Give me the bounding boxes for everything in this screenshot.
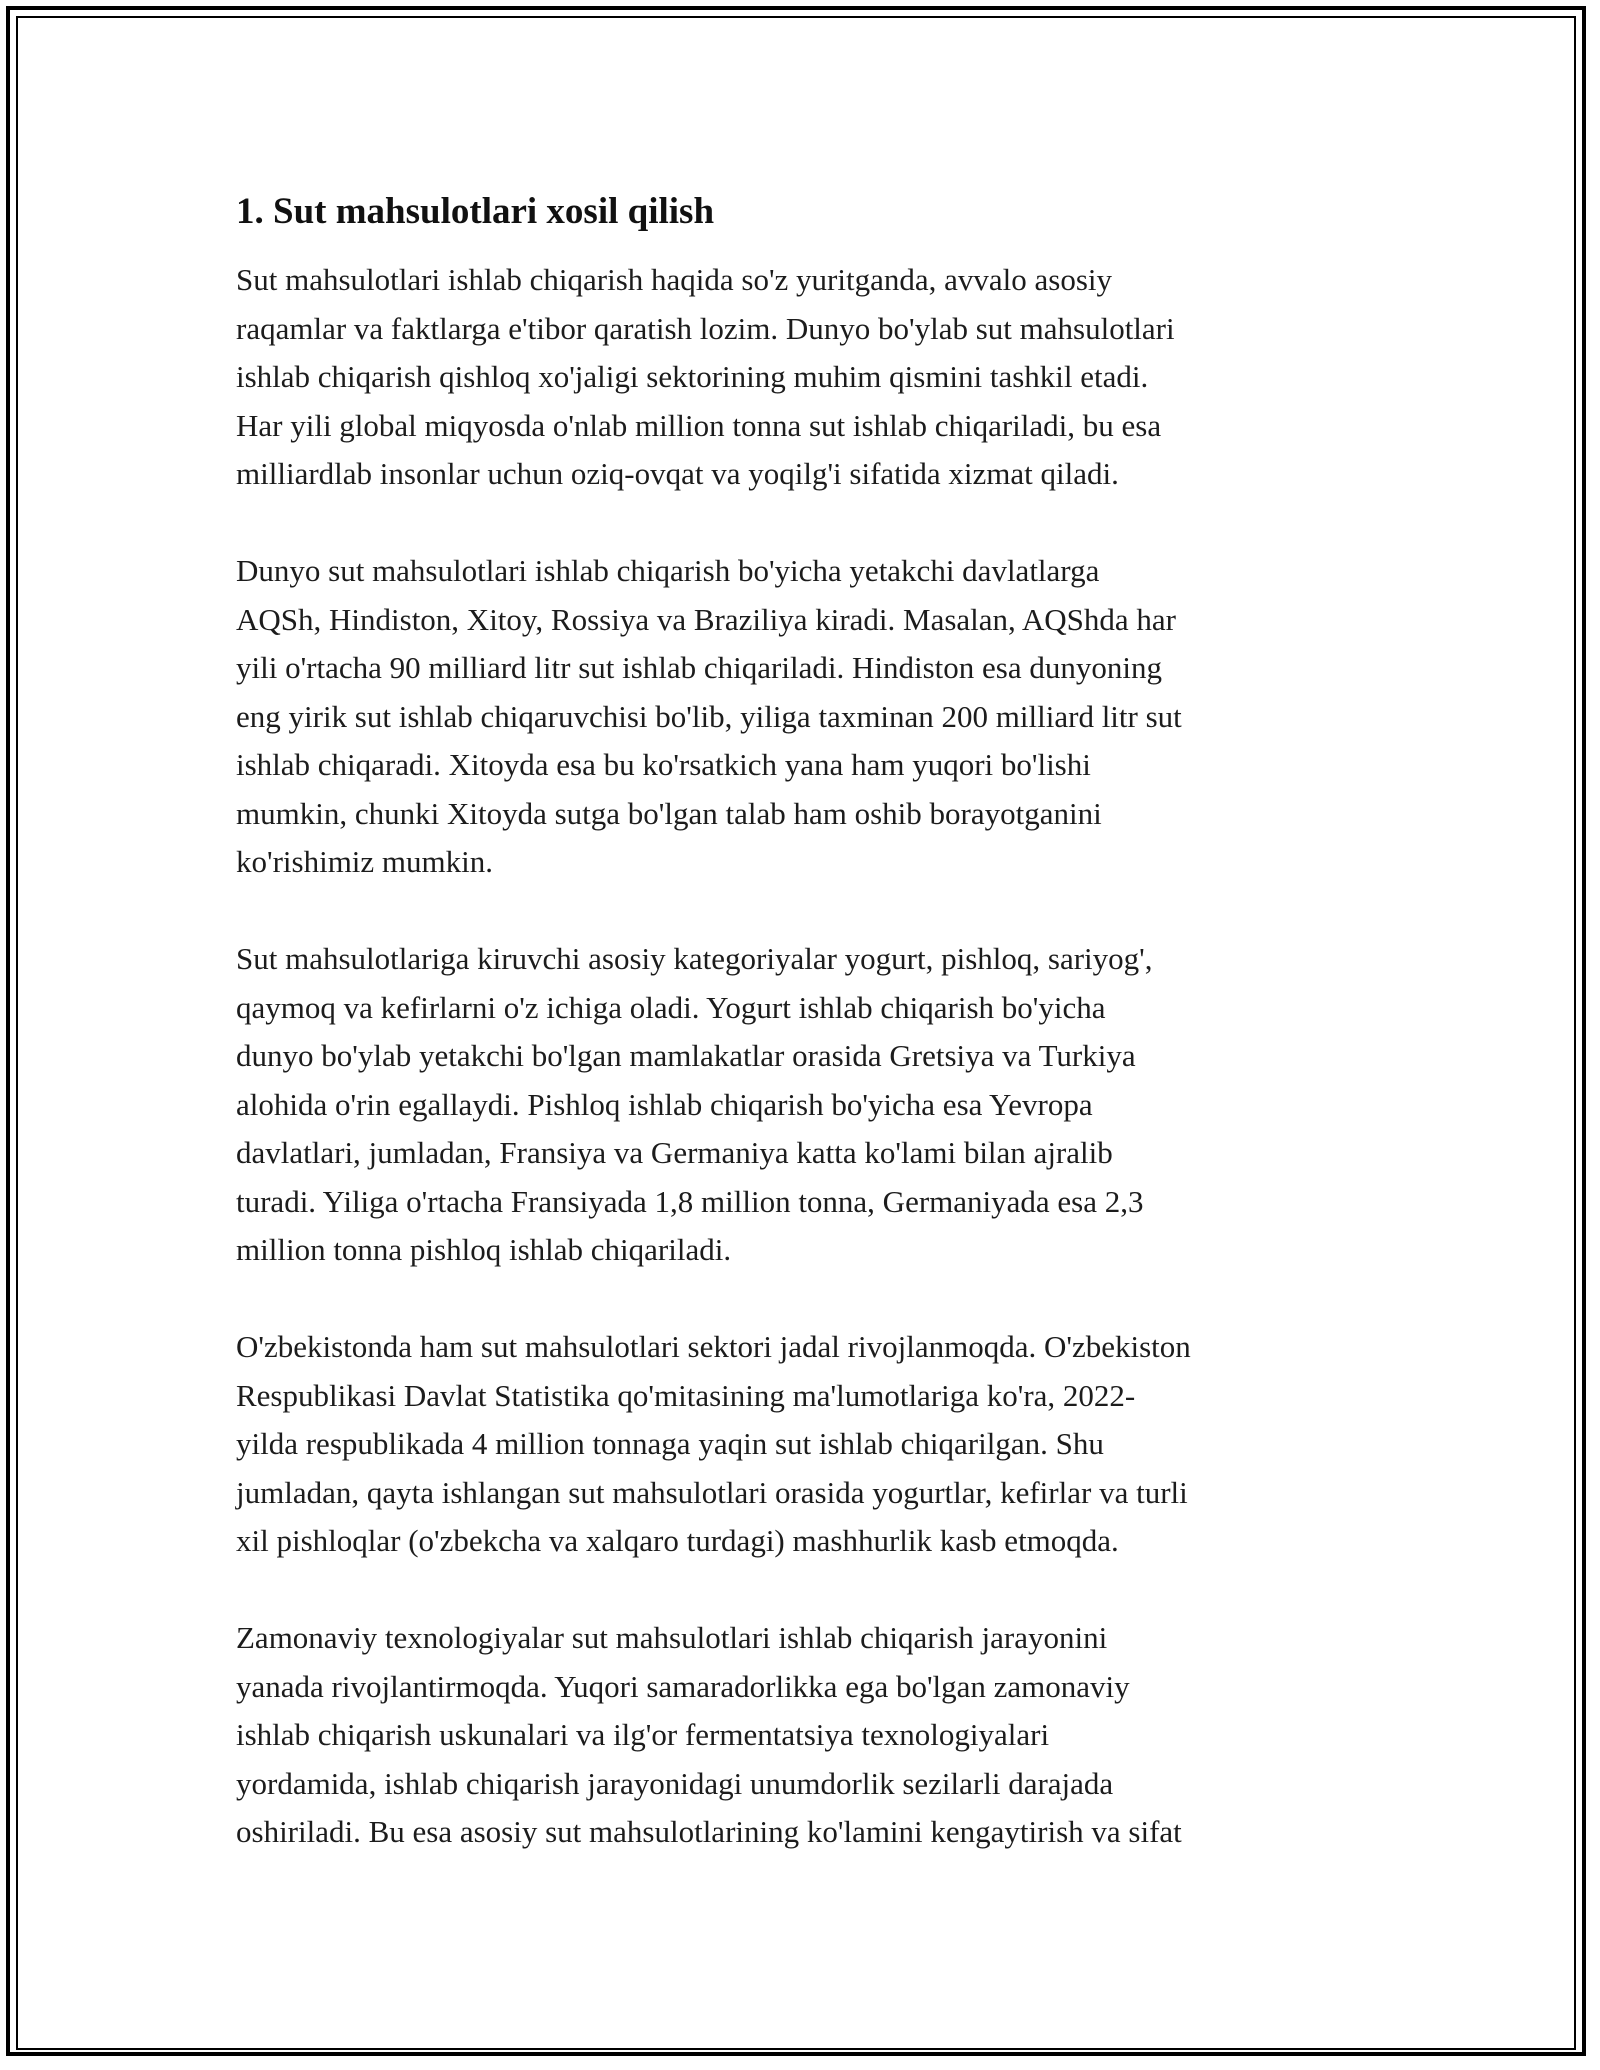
text-line: Respublikasi Davlat Statistika qo'mitasining ma'lumotlariga ko'ra, 2022-: [236, 1377, 1136, 1413]
text-line: alohida o'rin egallaydi. Pishloq ishlab chiqarish bo'yicha esa Yevropa: [236, 1086, 1093, 1122]
text-line: Dunyo sut mahsulotlari ishlab chiqarish bo'yicha yetakchi davlatlarga: [236, 553, 1100, 588]
text-line: ko'rishimiz mumkin.: [236, 844, 494, 879]
text-line: yilda respublikada 4 million tonnaga yaqin sut ishlab chiqarilgan. Shu: [236, 1426, 1104, 1461]
text-line: dunyo bo'ylab yetakchi bo'lgan mamlakatlar orasida Gretsiya va Turkiya: [236, 1038, 1136, 1073]
text-line: million tonna pishloq ishlab chiqariladi.: [236, 1232, 732, 1267]
paragraph-2: [236, 547, 1366, 887]
text-line: O'zbekistonda ham sut mahsulotlari sektori jadal rivojlanmoqda. O'zbekiston: [236, 1329, 1191, 1364]
text-line: xil pishloqlar (o'zbekcha va xalqaro turdagi) mashhurlik kasb etmoqda.: [236, 1523, 1119, 1558]
text-line: yordamida, ishlab chiqarish jarayonidagi unumdorlik sezilarli darajada: [236, 1765, 1114, 1801]
text-line: davlatlari, jumladan, Fransiya va Germaniya katta ko'lami bilan ajralib: [236, 1135, 1113, 1170]
text-line: oshiriladi. Bu esa asosiy sut mahsulotlarining ko'lamini kengaytirish va sifat: [236, 1814, 1182, 1849]
text-line: milliardlab insonlar uchun oziq-ovqat va yoqilg'i sifatida xizmat qiladi.: [236, 456, 1119, 491]
text-line: Har yili global miqyosda o'nlab million tonna sut ishlab chiqariladi, bu esa: [236, 407, 1162, 443]
text-line: yili o'rtacha 90 milliard litr sut ishlab chiqariladi. Hindiston esa dunyoning: [236, 650, 1162, 685]
text-line: Sut mahsulotlari ishlab chiqarish haqida so'z yuritganda, avvalo asosiy: [236, 262, 1112, 297]
text-line: mumkin, chunki Xitoyda sutga bo'lgan talab ham oshib borayotganini: [236, 795, 1102, 831]
text-line: yanada rivojlantirmoqda. Yuqori samaradorlikka ega bo'lgan zamonaviy: [236, 1668, 1130, 1704]
text-line: turadi. Yiliga o'rtacha Fransiyada 1,8 million tonna, Germaniyada esa 2,3: [236, 1183, 1144, 1219]
paragraph-1: [236, 256, 1366, 499]
text-line: Sut mahsulotlariga kiruvchi asosiy kategoriyalar yogurt, pishloq, sariyog',: [236, 941, 1153, 976]
text-line: jumladan, qayta ishlangan sut mahsulotlari orasida yogurtlar, kefirlar va turli: [236, 1474, 1188, 1510]
section-heading: 1. Sut mahsulotlari xosil qilish: [236, 191, 715, 232]
document-body: [236, 188, 1366, 1905]
text-line: qaymoq va kefirlarni o'z ichiga oladi. Yogurt ishlab chiqarish bo'yicha: [236, 989, 1106, 1025]
paragraph-5: [236, 1614, 1366, 1857]
text-line: ishlab chiqaradi. Xitoyda esa bu ko'rsatkich yana ham yuqori bo'lishi: [236, 747, 1091, 782]
text-line: Zamonaviy texnologiyalar sut mahsulotlari ishlab chiqarish jarayonini: [236, 1620, 1108, 1655]
text-line: raqamlar va faktlarga e'tibor qaratish lozim. Dunyo bo'ylab sut mahsulotlari: [236, 310, 1175, 346]
text-line: ishlab chiqarish qishloq xo'jaligi sektorining muhim qismini tashkil etadi.: [236, 359, 1149, 394]
text-line: eng yirik sut ishlab chiqaruvchisi bo'lib, yiliga taxminan 200 milliard litr sut: [236, 698, 1182, 734]
paragraph-3: [236, 935, 1366, 1275]
paragraph-4: [236, 1323, 1366, 1566]
text-line: ishlab chiqarish uskunalari va ilg'or fermentatsiya texnologiyalari: [236, 1717, 1050, 1752]
text-line: AQSh, Hindiston, Xitoy, Rossiya va Braziliya kiradi. Masalan, AQShda har: [236, 601, 1176, 637]
